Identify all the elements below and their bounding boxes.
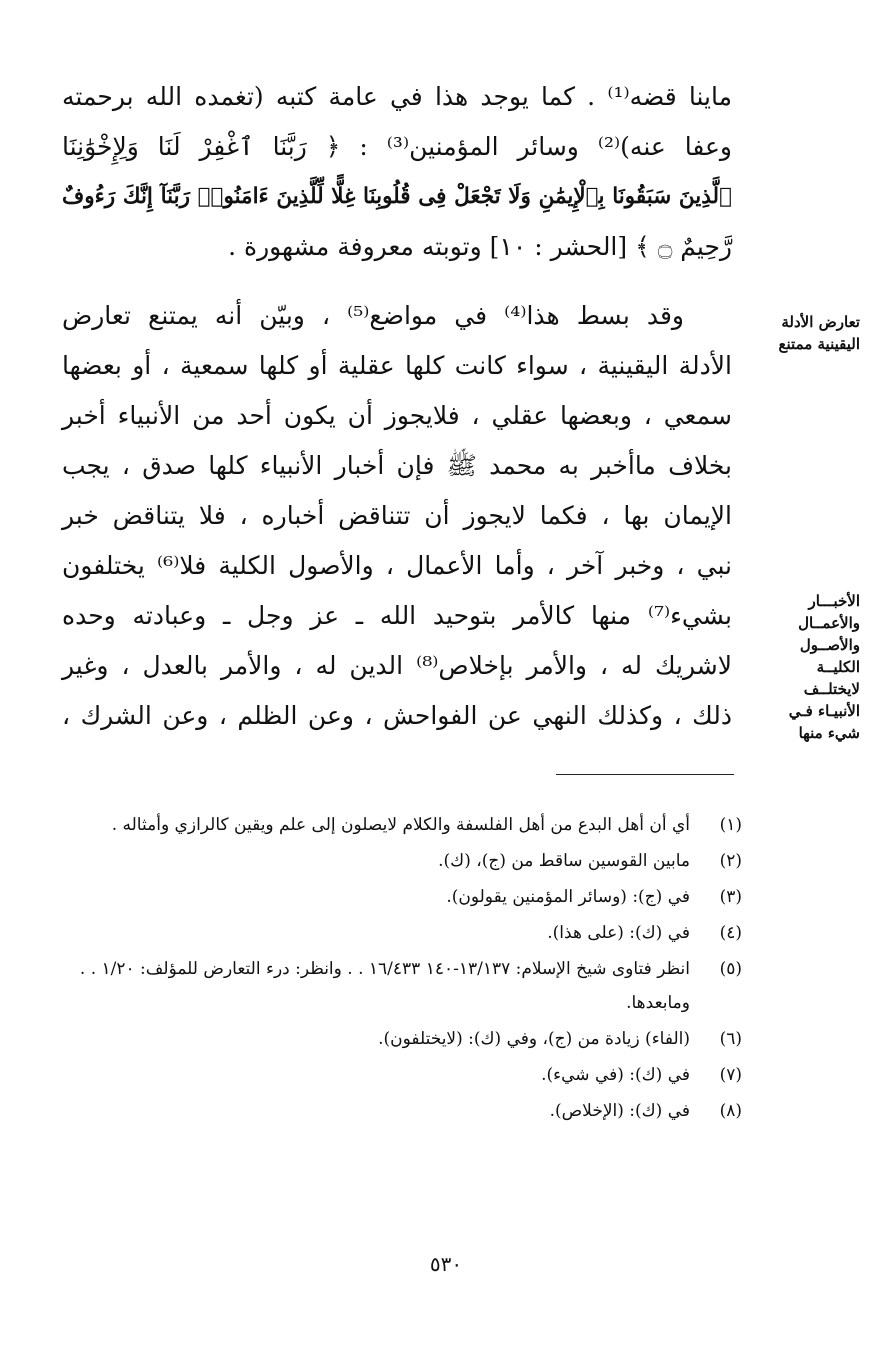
- footnote-text: مابين القوسين ساقط من (ج)، (ك).: [438, 851, 690, 871]
- text-line: الأدلة اليقينية ، سواء كانت كلها عقلية أو كلها سمعية ، أو بعضها: [62, 351, 732, 380]
- footnote: [52, 916, 742, 950]
- footnote-number: (٥): [719, 959, 742, 979]
- footnote-separator: [556, 774, 734, 775]
- footnote: [52, 808, 742, 842]
- margin-note-line: الأخبـــار: [808, 592, 860, 610]
- footnote-number: (٤): [719, 923, 742, 943]
- text-line: وقد بسط هذا⁽⁴⁾ في مواضع⁽⁵⁾ ، وبيّن أنه يمتنع تعارض: [62, 301, 685, 330]
- footnote-text: في (ك): (على هذا).: [547, 923, 690, 943]
- footnote: [52, 952, 742, 1020]
- footnote-text: انظر فتاوى شيخ الإسلام: ١٣/١٣٧-١٤٠ ١٦/٤٣٣ . . وانظر: درء التعارض للمؤلف: ١/٢٠ . . ومابعدها.: [79, 959, 690, 1013]
- footnote-number: (٢): [719, 851, 742, 871]
- footnote: [52, 880, 742, 914]
- page-number: ٥٣٠: [429, 1252, 463, 1276]
- footnote-number: (١): [719, 815, 742, 835]
- footnote: [52, 844, 742, 878]
- paragraph-1: [62, 72, 732, 272]
- footnote-number: (٦): [719, 1029, 742, 1049]
- margin-note-line: اليقينية ممتنع: [778, 335, 860, 353]
- margin-note-line: الأنبيـاء فـي: [788, 702, 860, 720]
- margin-note-2: [742, 590, 860, 744]
- footnote: [52, 1094, 742, 1128]
- footnote-number: (٣): [719, 887, 742, 907]
- footnotes: [52, 808, 742, 1130]
- margin-note-line: والأعمــال: [798, 614, 860, 632]
- text-line: الإيمان بها ، فكما لايجوز أن تتناقض أخباره ، فلا يتناقض خبر: [62, 501, 732, 530]
- margin-note-line: شيء منها: [798, 724, 860, 742]
- margin-note-line: الكليــة: [816, 658, 860, 676]
- quran-verse-line: ٱلَّذِينَ سَبَقُونَا بِٱلْإِيمَٰنِ وَلَا تَجْعَلْ فِى قُلُوبِنَا غِلًّا لِّلَّذِينَ ءَامَنُوا۟ رَبَّنَآ إِنَّكَ رَءُوفٌ: [62, 184, 732, 209]
- footnote-text: في (ك): (الإخلاص).: [549, 1101, 690, 1121]
- footnote-text: أي أن أهل البدع من أهل الفلسفة والكلام لايصلون إلى علم ويقين كالرازي وأمثاله .: [111, 815, 690, 835]
- footnote-number: (٨): [719, 1101, 742, 1121]
- text-line: سمعي ، وبعضها عقلي ، فلايجوز أن يكون أحد من الأنبياء أخبر: [62, 401, 732, 430]
- footnote-text: في (ج): (وسائر المؤمنين يقولون).: [446, 887, 690, 907]
- margin-note-line: لايختلــف: [803, 680, 860, 698]
- text-line: نبي ، وخبر آخر ، وأما الأعمال ، والأصول الكلية فلا⁽⁶⁾ يختلفون: [62, 551, 732, 580]
- text-line: لاشريك له ، والأمر بإخلاص⁽⁸⁾ الدين له ، والأمر بالعدل ، وغير: [62, 651, 732, 680]
- footnote-text: في (ك): (في شيء).: [541, 1065, 690, 1085]
- text-line: ذلك ، وكذلك النهي عن الفواحش ، وعن الظلم ، وعن الشرك ،: [62, 701, 732, 730]
- text-line: بشيء⁽⁷⁾ منها كالأمر بتوحيد الله ـ عز وجل ـ وعبادته وحده: [62, 601, 732, 630]
- footnote: [52, 1058, 742, 1092]
- footnote: [52, 1022, 742, 1056]
- margin-note-line: والأصــول: [799, 636, 860, 654]
- margin-note-line: تعارض الأدلة: [781, 313, 860, 331]
- margin-note-1: [742, 311, 860, 355]
- paragraph-2: [62, 291, 732, 741]
- text-line: ماينا قضه⁽¹⁾ . كما يوجد هذا في عامة كتبه (تغمده الله برحمته: [62, 82, 732, 111]
- text-line: بخلاف ماأخبر به محمد ﷺ فإن أخبار الأنبياء كلها صدق ، يجب: [62, 451, 732, 480]
- footnote-number: (٧): [719, 1065, 742, 1085]
- footnote-text: (الفاء) زيادة من (ج)، وفي (ك): (لايختلفون).: [378, 1029, 690, 1049]
- text-line: رَّحِيمٌ ۝ ﴾ [الحشر : ١٠] وتوبته معروفة مشهورة .: [228, 232, 732, 261]
- text-line: وعفا عنه)⁽²⁾ وسائر المؤمنين⁽³⁾ : ﴿ رَبَّنَا ٱغْفِرْ لَنَا وَلِإِخْوَٰنِنَا: [62, 132, 732, 161]
